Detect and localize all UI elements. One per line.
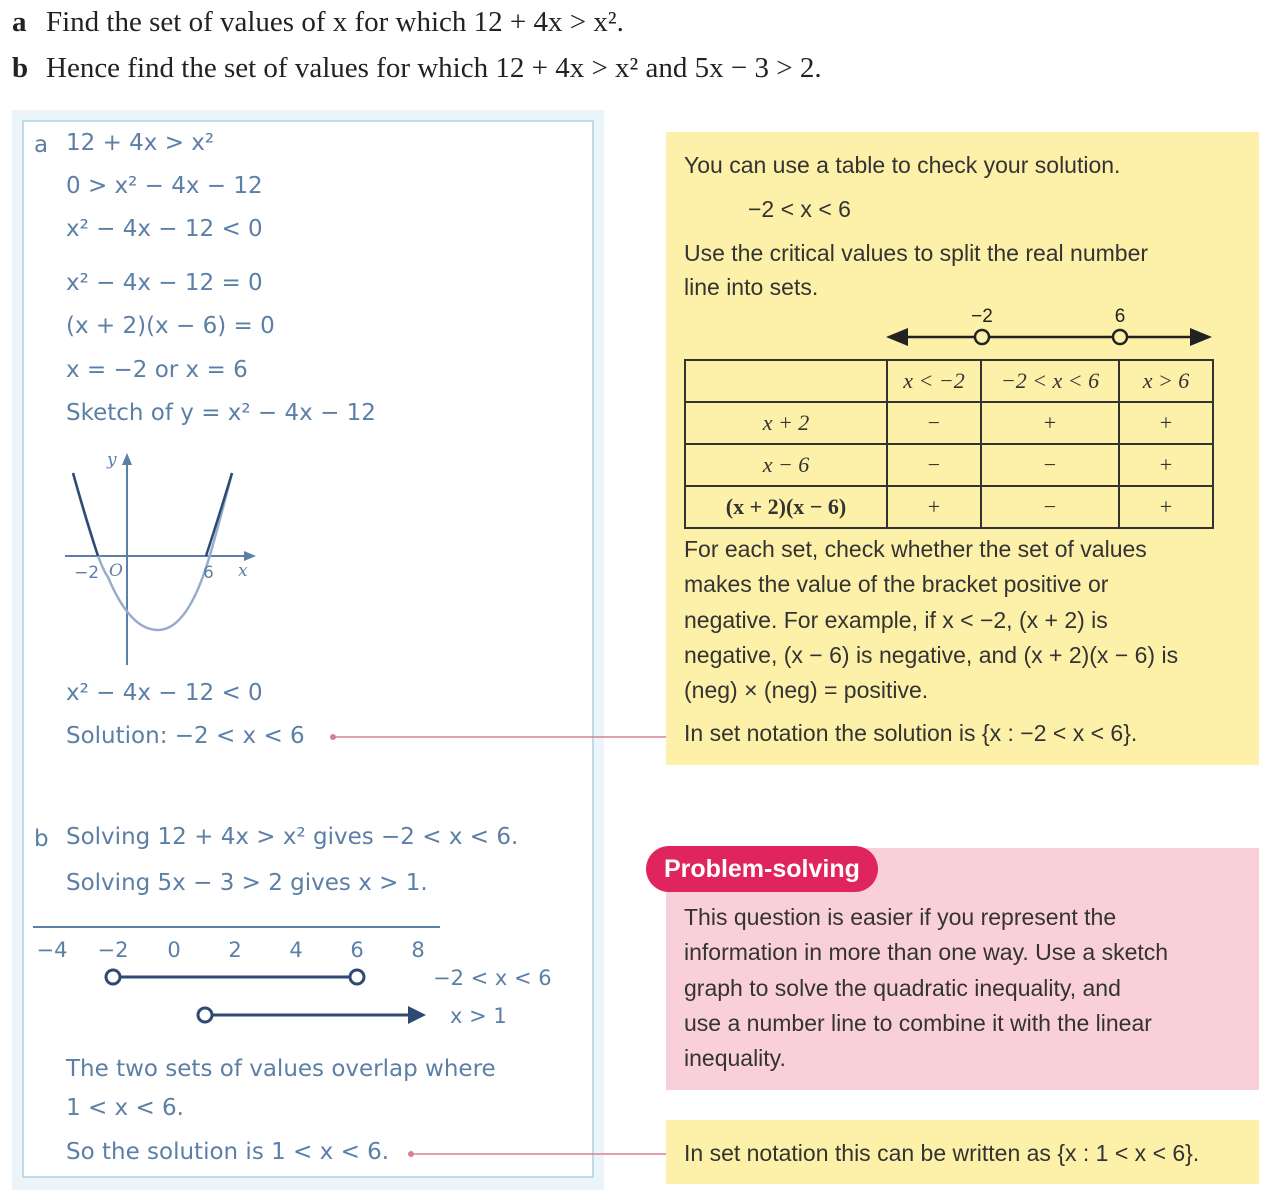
note-critical-right [1113,330,1127,344]
sketch-x-arrow [244,551,256,561]
sketch-y-label: y [107,450,117,470]
note-final-text: In set notation this can be written as {x : 1 < x < 6}. [684,1140,1200,1166]
working-a-line-6: x = −2 or x = 6 [66,357,248,383]
parabola-sketch [60,445,270,670]
working-a-letter: a [34,132,49,158]
parabola-right-branch [206,473,232,556]
interval-2-open-left [198,1008,212,1022]
working-a-after-1: x² − 4x − 12 < 0 [66,680,263,706]
tick-label: 2 [228,938,242,962]
note-line-arrow-left [886,328,908,346]
leader-lines [325,730,670,1160]
working-a-line-4: x² − 4x − 12 = 0 [66,270,263,296]
question-b-text: Hence find the set of values for which 12 + 4x > x² and 5x − 3 > 2. [46,52,822,84]
question-a [12,6,624,39]
note-inequality: −2 < x < 6 [748,196,851,222]
table-cell: + [981,402,1119,444]
problem-solving-line-4: use a number line to combine it with the linear [684,1010,1152,1036]
problem-solving-line-3: graph to solve the quadratic inequality, and [684,975,1121,1001]
working-b-letter: b [34,826,49,852]
table-cell: + [1119,444,1213,486]
table-row-label: x + 2 [685,402,887,444]
interval-1-label: −2 < x < 6 [433,966,552,990]
note-explain-1: For each set, check whether the set of values [684,536,1147,562]
note-number-line [880,300,1220,356]
tick-label: −2 [97,938,129,962]
table-header-cell: −2 < x < 6 [981,360,1119,402]
note-critical-left-label: −2 [971,306,993,327]
table-header-cell: x < −2 [887,360,981,402]
table-row-label: (x + 2)(x − 6) [685,486,887,528]
working-a-solution: Solution: −2 < x < 6 [66,723,305,749]
interval-2-label: x > 1 [450,1004,507,1028]
working-a-line-1: 12 + 4x > x² [66,130,215,156]
note-line-arrow-right [1190,328,1212,346]
note-split-1: Use the critical values to split the real number [684,240,1149,266]
note-explain-4: negative, (x − 6) is negative, and (x + 2)(x − 6) is [684,642,1179,668]
table-row [685,444,1213,486]
table-cell: + [1119,402,1213,444]
note-split-2: line into sets. [684,274,819,300]
tick-label: −4 [36,938,68,962]
note-set-notation: In set notation the solution is {x : −2 < x < 6}. [684,720,1138,746]
sign-table-header [685,360,1213,402]
table-cell: + [1119,486,1213,528]
table-cell: − [887,402,981,444]
sign-table [684,359,1214,529]
sketch-origin-label: O [109,561,123,581]
table-header-cell [685,360,887,402]
table-header-cell: x > 6 [1119,360,1213,402]
tick-label: 4 [289,938,303,962]
sketch-root-right: 6 [203,563,214,583]
overlap-line-1: The two sets of values overlap where [66,1056,496,1082]
working-a-line-7: Sketch of y = x² − 4x − 12 [66,400,376,426]
table-cell: − [887,444,981,486]
problem-solving-badge: Problem-solving [646,846,878,892]
tick-label: 0 [167,938,181,962]
question-b-letter: b [12,52,29,84]
overlap-line-2: 1 < x < 6. [66,1095,184,1121]
note-critical-right-label: 6 [1114,306,1126,327]
note-explain-3: negative. For example, if x < −2, (x + 2) is [684,607,1108,633]
problem-solving-line-2: information in more than one way. Use a sketch [684,939,1169,965]
note-explain-5: (neg) × (neg) = positive. [684,677,929,703]
problem-solving-line-5: inequality. [684,1045,786,1071]
table-cell: + [887,486,981,528]
sketch-root-left: −2 [74,563,100,583]
note-intro: You can use a table to check your solution. [684,152,1121,178]
working-b-line-2: Solving 5x − 3 > 2 gives x > 1. [66,870,428,896]
parabola-left-branch [73,473,98,556]
table-cell: − [981,444,1119,486]
table-row [685,486,1213,528]
working-b-solution: So the solution is 1 < x < 6. [66,1139,390,1165]
working-a-line-3: x² − 4x − 12 < 0 [66,216,263,242]
tick-label: 8 [411,938,425,962]
question-b [12,52,822,85]
question-a-letter: a [12,6,27,38]
interval-1-open-left [106,970,120,984]
table-row-label: x − 6 [685,444,887,486]
table-cell: − [981,486,1119,528]
working-a-line-2: 0 > x² − 4x − 12 [66,173,263,199]
problem-solving-line-1: This question is easier if you represent the [684,904,1117,930]
sketch-x-label: x [238,561,248,581]
sketch-y-arrow [122,453,132,465]
tick-label: 6 [350,938,364,962]
note-explain-2: makes the value of the bracket positive or [684,571,1109,597]
question-a-text: Find the set of values of x for which 12 + 4x > x². [46,6,624,38]
working-b-line-1: Solving 12 + 4x > x² gives −2 < x < 6. [66,824,519,850]
table-row [685,402,1213,444]
note-critical-left [975,330,989,344]
working-a-line-5: (x + 2)(x − 6) = 0 [66,313,275,339]
